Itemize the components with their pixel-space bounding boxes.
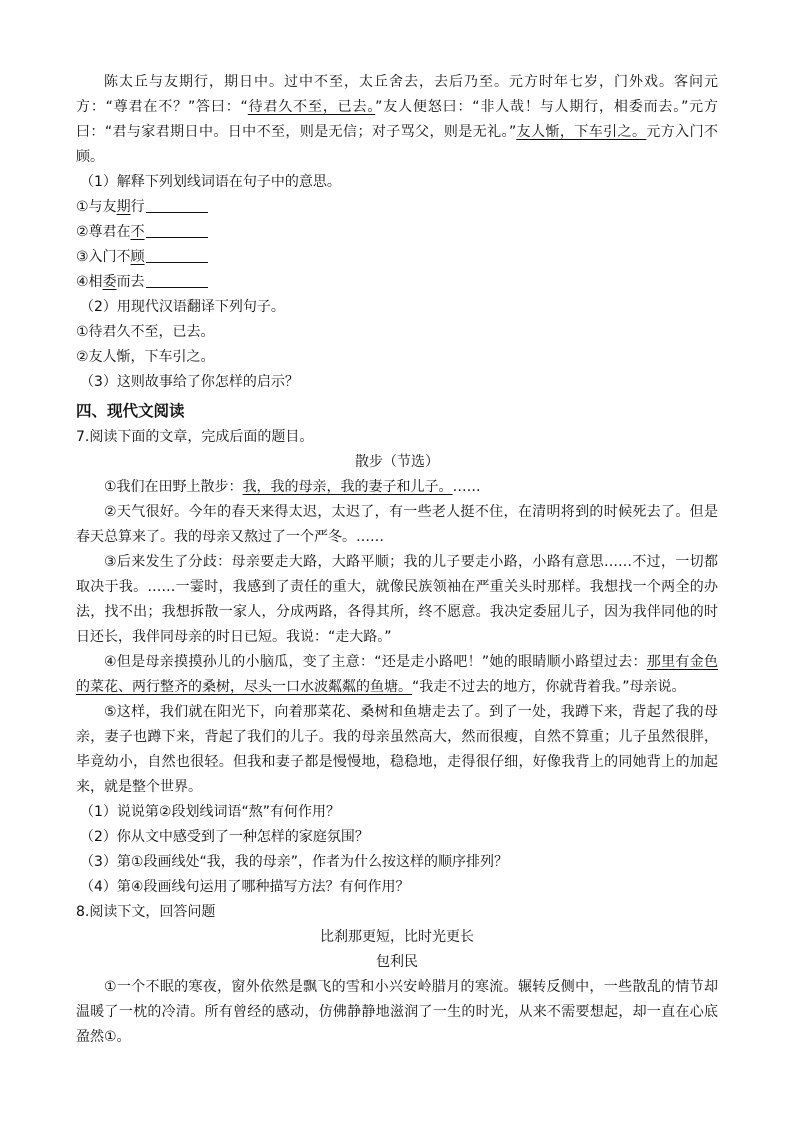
article-paragraph-1 [76,475,718,500]
word-item-4-prefix: ④相 [76,274,103,290]
article-paragraph-2: ②天气很好。今年的春天来得太迟，太迟了，有一些老人挺不住，在清明将到的时候死去了。但是春天总算来了。我的母亲又熬过了一个严冬。…… [76,504,718,545]
question-1: （1）解释下列划线词语在句子中的意思。 [80,174,341,190]
classical-passage [76,70,718,170]
question-7-3: （3）第①段画线处“我，我的母亲”，作者为什么按这样的顺序排列？ [80,854,508,870]
article-2-author: 包利民 [376,954,418,970]
answer-blank-1[interactable] [146,198,208,213]
section-heading: 四、现代文阅读 [76,402,185,420]
word-item-3-target: 顾 [130,249,145,265]
article-2-paragraph-1: ①一个不眠的寒夜，窗外依然是飘飞的雪和小兴安岭腊月的寒流。辗转反侧中，一些散乱的情节却温暖了一枕的冷清。所有曾经的感动，仿佛静静地滋润了一生的时光，从来不需要想起，却一直在心底盈然①。 [76,979,718,1045]
word-item-4 [76,270,718,295]
paragraph-4-text: ④但是母亲摸摸孙儿的小脑瓜，变了主意：“还是走小路吧！”她的眼睛顺小路望过去： [104,654,647,670]
article-paragraph-4 [76,650,718,700]
question-7-1: （1）说说第②段划线词语“熬”有何作用？ [80,804,340,820]
question-2: （2）用现代汉语翻译下列句子。 [80,299,285,315]
word-item-3-prefix: ③入门不 [76,249,131,265]
word-item-2-prefix: ②尊君在 [76,224,131,240]
page-content [76,70,718,1050]
paragraph-1-ellipsis: …… [452,479,481,495]
word-item-4-target: 委 [102,274,117,290]
question-7-2: （2）你从文中感受到了一种怎样的家庭氛围？ [80,829,369,845]
passage-text-1: 陈太丘与友期行，期日中。过中不至，太丘舍去，去后乃至。元方时年七岁，门外戏。客问元方：“尊君在不？”答曰：“ [76,74,718,115]
paragraph-1-text: ①我们在田野上散步： [104,479,243,495]
word-item-1-target: 期 [116,199,131,215]
paragraph-4-underlined: 那里有金色的菜花、两行整齐的桑树，尽头一口水波粼粼的鱼塘。 [76,654,719,695]
word-item-4-suffix: 而去 [116,274,145,290]
answer-blank-4[interactable] [146,273,208,288]
passage-text-3: 元方入门不顾。 [76,124,719,165]
article-paragraph-5: ⑤这样，我们就在阳光下，向着那菜花、桑树和鱼塘走去了。到了一处，我蹲下来，背起了我的母亲，妻子也蹲下来，背起了我们的儿子。我的母亲虽然高大，然而很瘦，自然不算重；儿子虽然很胖，毕竟幼小，自然也很轻。但我和妻子都是慢慢地，稳稳地，走得很仔细，好像我背上的同她背上的加起来，就是整个世界。 [76,704,718,795]
word-item-3 [76,245,718,270]
underlined-sentence-2: 友人惭，下车引之。 [516,124,647,140]
answer-blank-3[interactable] [146,248,208,263]
paragraph-1-underlined: 我，我的母亲，我的妻子和儿子。 [242,479,453,495]
word-item-1-prefix: ①与友 [76,199,117,215]
question-8-prompt: 8.阅读下文，回答问题 [76,904,216,920]
question-7-4: （4）第④段画线句运用了哪种描写方法？有何作用？ [80,879,410,895]
question-3: （3）这则故事给了你怎样的启示？ [80,374,299,390]
answer-blank-2[interactable] [146,223,208,238]
word-item-2-target: 不 [130,224,145,240]
article-title: 散步（节选） [355,454,439,470]
translate-sentence-1: ①待君久不至，已去。 [76,324,215,340]
article-paragraph-3: ③后来发生了分歧：母亲要走大路，大路平顺；我的儿子要走小路，小路有意思……不过，一切都取决于我。……一霎时，我感到了责任的重大，就像民族领袖在严重关头时那样。我想找一个两全的办法，找不出；我想拆散一家人，分成两路，各得其所，终不愿意。我决定委屈儿子，因为我伴同他的时日还长，我伴同母亲的时日已短。我说：“走大路。” [76,554,718,645]
passage-text-2: ”友人便怒曰：“非人哉！与人期行，相委而去。”元方曰：“君与家君期日中。日中不至，则是无信；对子骂父，则是无礼。” [76,99,719,140]
question-7-prompt: 7.阅读下面的文章，完成后面的题目。 [76,429,314,445]
translate-sentence-2: ②友人惭，下车引之。 [76,349,215,365]
word-item-1-suffix: 行 [130,199,145,215]
article-2-title: 比刹那更短，比时光更长 [320,929,474,945]
paragraph-4-quote: “我走不过去的地方，你就背着我。”母亲说。 [412,679,686,695]
underlined-sentence-1: 待君久不至，已去。 [247,99,376,115]
word-item-1 [76,195,718,220]
word-item-2 [76,220,718,245]
